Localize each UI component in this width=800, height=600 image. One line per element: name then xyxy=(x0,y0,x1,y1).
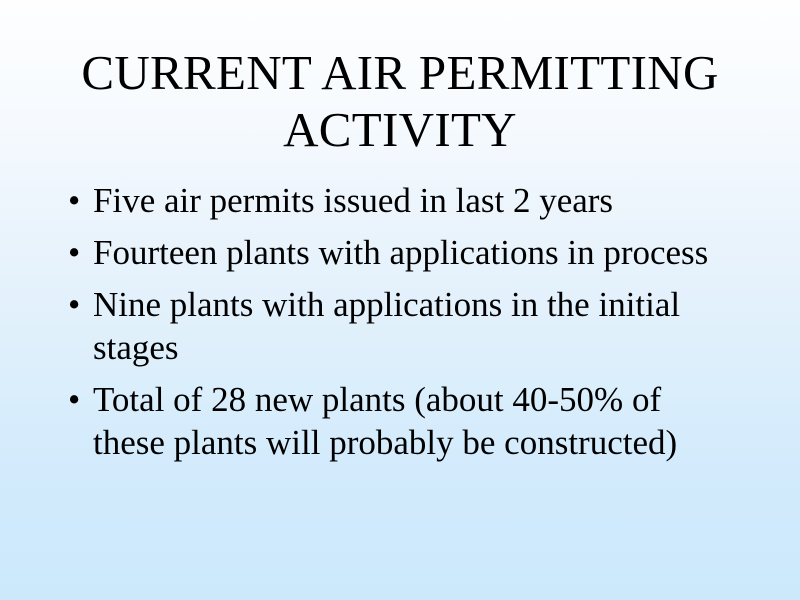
bullet-item-1 xyxy=(68,179,738,222)
bullet-item-2 xyxy=(68,231,738,274)
slide-title-line-1: CURRENT AIR PERMITTING xyxy=(81,45,719,100)
bullet-1-line-1: Five air permits issued in last 2 years xyxy=(93,181,614,220)
bullet-list xyxy=(68,179,738,473)
bullet-text-3 xyxy=(93,283,738,369)
bullet-icon: • xyxy=(68,181,81,220)
bullet-2-line-1: Fourteen plants with applications in process xyxy=(93,233,709,272)
bullet-item-4 xyxy=(68,378,738,464)
bullet-icon: • xyxy=(68,285,81,324)
bullet-icon: • xyxy=(68,233,81,272)
bullet-3-line-1: Nine plants with applications in the initial xyxy=(93,285,681,324)
slide-title xyxy=(0,44,800,158)
bullet-text-2 xyxy=(93,231,738,274)
bullet-text-4 xyxy=(93,378,738,464)
bullet-item-3 xyxy=(68,283,738,369)
bullet-3-line-2: stages xyxy=(93,328,179,367)
bullet-4-line-2: these plants will probably be constructed) xyxy=(93,423,678,462)
bullet-text-1 xyxy=(93,179,738,222)
bullet-4-line-1: Total of 28 new plants (about 40-50% of xyxy=(93,380,662,419)
bullet-icon: • xyxy=(68,380,81,419)
slide-title-line-2: ACTIVITY xyxy=(283,102,517,157)
